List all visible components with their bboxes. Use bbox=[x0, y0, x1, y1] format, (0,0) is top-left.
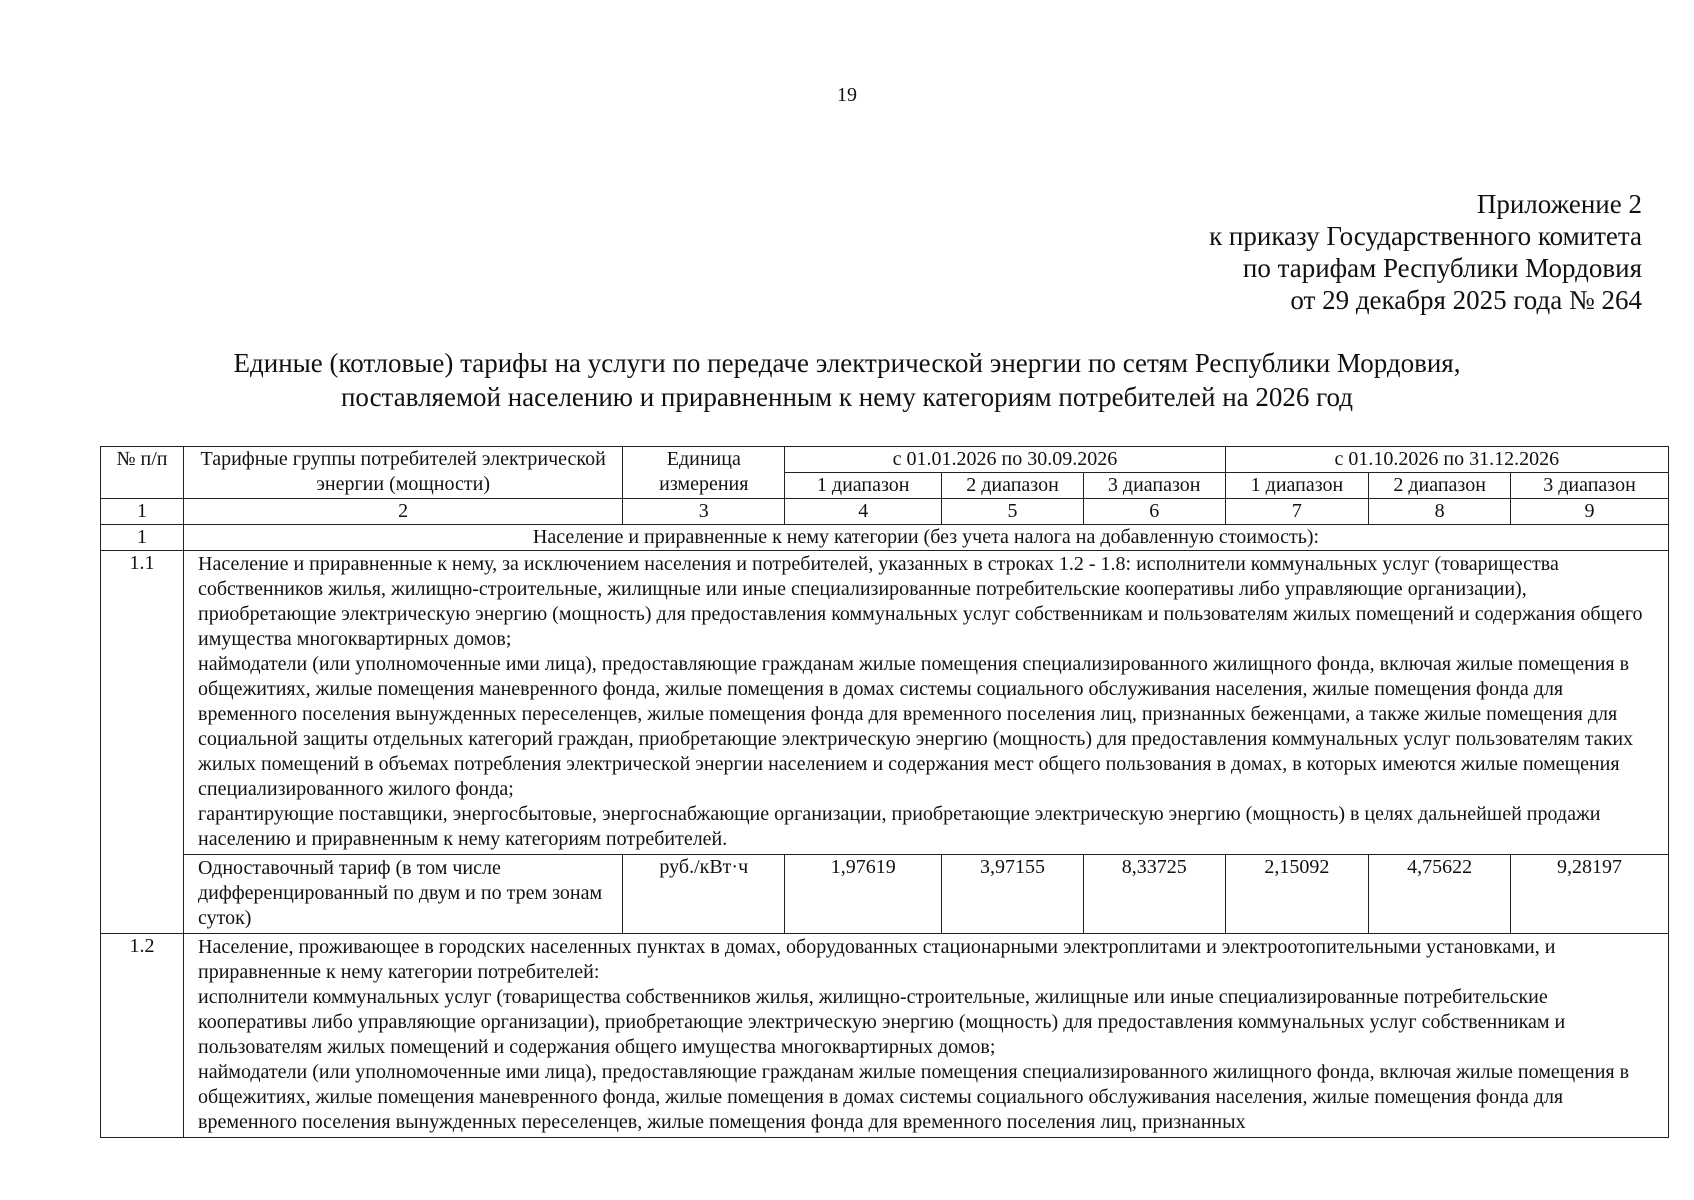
header-range: 2 диапазон bbox=[1369, 473, 1511, 499]
page-number: 19 bbox=[837, 84, 857, 106]
tariff-name: Одноставочный тариф (в том числе дифференцированный по двум и по трем зонам суток) bbox=[184, 855, 623, 934]
tariff-value: 3,97155 bbox=[942, 855, 1084, 934]
tariff-table bbox=[100, 446, 1669, 1138]
header-groups: Тарифные группы потребителей электрической энергии (мощности) bbox=[184, 447, 623, 499]
tariff-value: 9,28197 bbox=[1511, 855, 1669, 934]
row-num: 1.2 bbox=[101, 934, 184, 1138]
description-paragraph: Население и приравненные к нему, за исключением населения и потребителей, указанных в строках 1.2 - 1.8: исполнители коммунальных услуг (товарищества собственников жилья, жилищно-строительные, жилищные или иные специализированные потребительские кооперативы либо управляющие организации), приобретающие электрическую энергию (мощность) для предоставления коммунальных услуг собственникам и пользователям жилых помещений и содержания общего имущества многоквартирных домов; bbox=[198, 553, 1643, 650]
column-number: 3 bbox=[623, 499, 785, 525]
column-number: 1 bbox=[101, 499, 184, 525]
table-row bbox=[101, 934, 1669, 1138]
header-range: 3 диапазон bbox=[1511, 473, 1669, 499]
table-row bbox=[101, 551, 1669, 855]
description-paragraph: Население, проживающее в городских населенных пунктах в домах, оборудованных стационарными электроплитами и электроотопительными установками, и приравненные к нему категории потребителей: bbox=[198, 936, 1556, 983]
description-paragraph: исполнители коммунальных услуг (товарищества собственников жилья, жилищно-строительные, жилищные или иные специализированные потребительские кооперативы либо управляющие организации), приобретающие электрическую энергию (мощность) для предоставления коммунальных услуг собственникам и пользователям жилых помещений и содержания общего имущества многоквартирных домов; bbox=[198, 986, 1566, 1058]
document-title bbox=[0, 346, 1694, 414]
section-num: 1 bbox=[101, 525, 184, 551]
section-title: Население и приравненные к нему категории (без учета налога на добавленную стоимость): bbox=[184, 525, 1669, 551]
section-row bbox=[101, 525, 1669, 551]
appendix-line: Приложение 2 bbox=[1476, 189, 1642, 219]
tariff-row bbox=[101, 855, 1669, 934]
column-number: 7 bbox=[1225, 499, 1369, 525]
description-paragraph: наймодатели (или уполномоченные ими лица), предоставляющие гражданам жилые помещения специализированного жилищного фонда, включая жилые помещения в общежитиях, жилые помещения маневренного фонда, жилые помещения в домах системы социального обслуживания населения, жилые помещения фонда для временного поселения вынужденных переселенцев, жилые помещения фонда для временного поселения лиц, признанных bbox=[198, 1061, 1630, 1133]
tariff-value: 2,15092 bbox=[1225, 855, 1369, 934]
title-line: Единые (котловые) тарифы на услуги по передаче электрической энергии по сетям Республики Мордовия, bbox=[233, 348, 1461, 378]
appendix-line: по тарифам Республики Мордовия bbox=[1242, 253, 1642, 283]
description-paragraph: наймодатели (или уполномоченные ими лица), предоставляющие гражданам жилые помещения специализированного жилищного фонда, включая жилые помещения в общежитиях, жилые помещения маневренного фонда, жилые помещения в домах системы социального обслуживания населения, жилые помещения фонда для временного поселения вынужденных переселенцев, жилые помещения фонда для временного поселения лиц, признанных беженцами, а также жилые помещения для социальной защиты отдельных категорий граждан, приобретающие электрическую энергию (мощность) для предоставления коммунальных услуг пользователям таких жилых помещений в объемах потребления электрической энергии населением и содержания мест общего пользования в домах, в которых имеются жилые помещения специализированного жилого фонда; bbox=[198, 653, 1634, 800]
column-number: 8 bbox=[1369, 499, 1511, 525]
header-period-2: с 01.10.2026 по 31.12.2026 bbox=[1225, 447, 1668, 473]
tariff-unit: руб./кВт·ч bbox=[623, 855, 785, 934]
row-description bbox=[184, 551, 1669, 855]
header-range: 3 диапазон bbox=[1083, 473, 1225, 499]
header-num: № п/п bbox=[101, 447, 184, 499]
title-line: поставляемой населению и приравненным к нему категориям потребителей на 2026 год bbox=[340, 382, 1354, 412]
column-number: 5 bbox=[942, 499, 1084, 525]
header-period-1: с 01.01.2026 по 30.09.2026 bbox=[785, 447, 1225, 473]
tariff-value: 1,97619 bbox=[785, 855, 942, 934]
tariff-value: 4,75622 bbox=[1369, 855, 1511, 934]
header-range: 1 диапазон bbox=[1225, 473, 1369, 499]
header-unit: Единица измерения bbox=[623, 447, 785, 499]
column-number: 6 bbox=[1083, 499, 1225, 525]
row-num: 1.1 bbox=[101, 551, 184, 934]
header-range: 2 диапазон bbox=[942, 473, 1084, 499]
description-paragraph: гарантирующие поставщики, энергосбытовые, энергоснабжающие организации, приобретающие электрическую энергию (мощность) в целях дальнейшей продажи населению и приравненным к нему категориям потребителей. bbox=[198, 803, 1601, 850]
row-description bbox=[184, 934, 1669, 1138]
column-number-row bbox=[101, 499, 1669, 525]
header-range: 1 диапазон bbox=[785, 473, 942, 499]
header-row bbox=[101, 447, 1669, 473]
column-number: 9 bbox=[1511, 499, 1669, 525]
appendix-line: от 29 декабря 2025 года № 264 bbox=[1290, 285, 1642, 315]
appendix-line: к приказу Государственного комитета bbox=[1209, 221, 1642, 251]
column-number: 4 bbox=[785, 499, 942, 525]
appendix-reference bbox=[1209, 188, 1642, 316]
tariff-value: 8,33725 bbox=[1083, 855, 1225, 934]
column-number: 2 bbox=[184, 499, 623, 525]
